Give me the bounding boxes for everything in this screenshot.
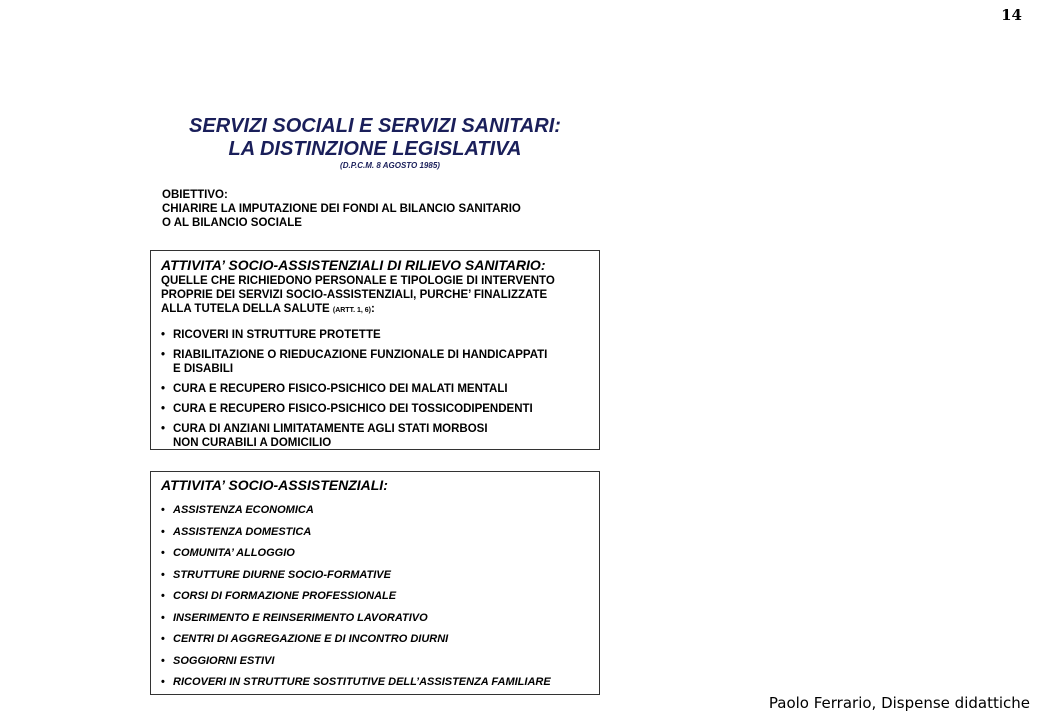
list-item: [161, 348, 589, 376]
list-item: • STRUTTURE DIURNE SOCIO-FORMATIVE: [161, 569, 589, 582]
box1-desc-reference: (ARTT. 1, 6): [332, 307, 371, 314]
box1-list: [161, 328, 589, 450]
footer-credit: Paolo Ferrario, Dispense didattiche: [768, 694, 1030, 712]
social-assistance-activities-box: [150, 471, 600, 695]
page-subtitle: (D.P.C.M. 8 AGOSTO 1985): [340, 161, 440, 170]
list-item: • INSERIMENTO E REINSERIMENTO LAVORATIVO: [161, 612, 589, 625]
box1-heading: ATTIVITA’ SOCIO-ASSISTENZIALI DI RILIEVO SANITARIO:: [161, 257, 546, 273]
list-item: • ASSISTENZA ECONOMICA: [161, 504, 589, 517]
title-line-1: SERVIZI SOCIALI E SERVIZI SANITARI:: [189, 115, 561, 137]
list-item: [161, 422, 589, 450]
list-item: • CORSI DI FORMAZIONE PROFESSIONALE: [161, 590, 589, 603]
list-item: [161, 382, 589, 396]
list-item: [161, 328, 589, 342]
list-item-text: RICOVERI IN STRUTTURE PROTETTE: [173, 329, 381, 341]
box1-desc-line-1: QUELLE CHE RICHIEDONO PERSONALE E TIPOLOGIE DI INTERVENTO: [161, 275, 555, 287]
box1-desc-colon: :: [370, 303, 375, 315]
box2-heading: ATTIVITA’ SOCIO-ASSISTENZIALI:: [161, 477, 388, 493]
list-item: • CENTRI DI AGGREGAZIONE E DI INCONTRO DIURNI: [161, 633, 589, 646]
list-item: • RICOVERI IN STRUTTURE SOSTITUTIVE DELL’ASSISTENZA FAMILIARE: [161, 676, 589, 689]
objective-block: [162, 188, 602, 230]
title-line-2: LA DISTINZIONE LEGISLATIVA: [228, 138, 522, 160]
list-item: [161, 402, 589, 416]
objective-line-1: CHIARIRE LA IMPUTAZIONE DEI FONDI AL BILANCIO SANITARIO: [162, 203, 521, 215]
objective-line-2: O AL BILANCIO SOCIALE: [162, 217, 302, 229]
list-item: • ASSISTENZA DOMESTICA: [161, 526, 589, 539]
box1-desc-line-3: [161, 302, 589, 318]
list-item-text: CURA E RECUPERO FISICO-PSICHICO DEI TOSSICODIPENDENTI: [173, 403, 533, 415]
page-title: [150, 115, 600, 161]
box2-list: [161, 504, 589, 689]
box1-description: [161, 274, 589, 318]
list-item-text: RIABILITAZIONE O RIEDUCAZIONE FUNZIONALE DI HANDICAPPATI: [173, 349, 548, 361]
list-item-continuation: NON CURABILI A DOMICILIO: [173, 437, 332, 449]
list-item: • COMUNITA’ ALLOGGIO: [161, 547, 589, 560]
list-item: • SOGGIORNI ESTIVI: [161, 655, 589, 668]
list-item-text: CURA E RECUPERO FISICO-PSICHICO DEI MALATI MENTALI: [173, 383, 508, 395]
list-item-continuation: E DISABILI: [173, 363, 234, 375]
list-item-text: CURA DI ANZIANI LIMITATAMENTE AGLI STATI MORBOSI: [173, 423, 488, 435]
box1-desc-line-3-text: ALLA TUTELA DELLA SALUTE: [161, 303, 330, 315]
box1-desc-line-2: PROPRIE DEI SERVIZI SOCIO-ASSISTENZIALI, PURCHE’ FINALIZZATE: [161, 289, 548, 301]
objective-label: OBIETTIVO:: [162, 189, 228, 201]
page-number: 14: [1001, 6, 1022, 24]
socio-health-activities-box: [150, 250, 600, 450]
